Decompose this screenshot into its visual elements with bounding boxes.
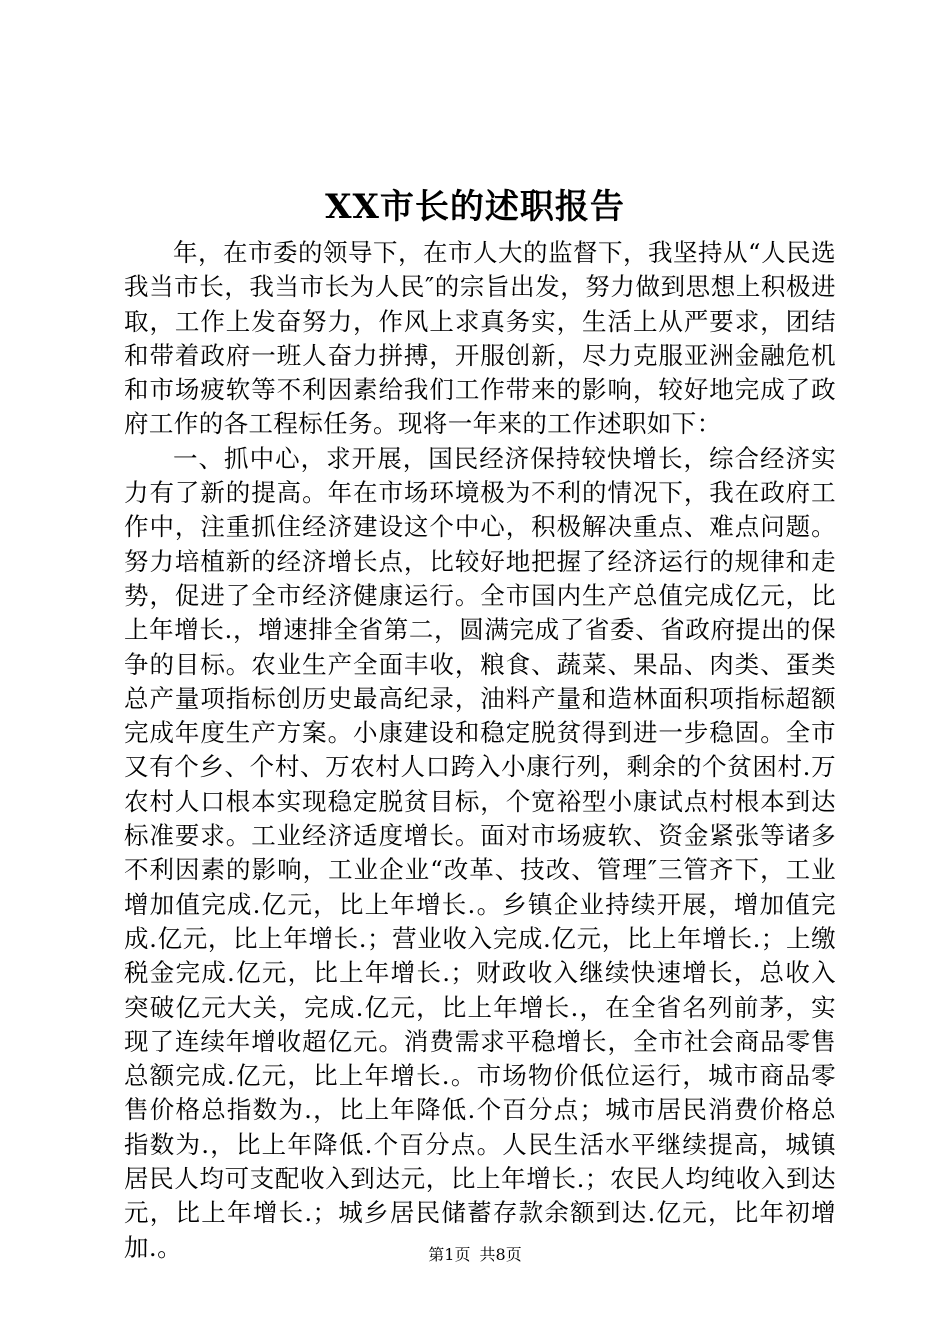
page-title: XX市长的述职报告: [325, 187, 625, 227]
page-footer: [0, 1244, 950, 1266]
paragraph-intro: 年，在市委的领导下，在市人大的监督下，我坚持从“人民选我当市长，我当市长为人民″的宗旨出发，努力做到思想上积极进取，工作上发奋努力，作风上求真务实，生活上从严要求，团结和带着政府一班人奋力拼搏，开服创新，尽力克服亚洲金融危机和市场疲软等不利因素给我们工作带来的影响，较好地完成了政府工作的各工程标任务。现将一年来的工作述职如下：: [124, 238, 836, 439]
current-page-indicator: 第1页: [428, 1245, 471, 1264]
total-pages-indicator: 共8页: [479, 1245, 522, 1264]
document-body: [124, 236, 836, 1265]
paragraph-section-1: 一、抓中心，求开展，国民经济保持较快增长，综合经济实力有了新的提高。年在市场环境极为不利的情况下，我在政府工作中，注重抓住经济建设这个中心，积极解决重点、难点问题。努力培植新的经济增长点，比较好地把握了经济运行的规律和走势，促进了全市经济健康运行。全市国内生产总值完成亿元，比上年增长.，增速排全省第二，圆满完成了省委、省政府提出的保争的目标。农业生产全面丰收，粮食、蔬菜、果品、肉类、蛋类总产量项指标创历史最高纪录，油料产量和造林面积项指标超额完成年度生产方案。小康建设和稳定脱贫得到进一步稳固。全市又有个乡、个村、万农村人口跨入小康行列，剩余的个贫困村.万农村人口根本实现稳定脱贫目标，个宽裕型小康试点村根本到达标准要求。工业经济适度增长。面对市场疲软、资金紧张等诸多不利因素的影响，工业企业“改革、技改、管理″三管齐下，工业增加值完成.亿元，比上年增长.。乡镇企业持续开展，增加值完成.亿元，比上年增长.；营业收入完成.亿元，比上年增长.；上缴税金完成.亿元，比上年增长.；财政收入继续快速增长，总收入突破亿元大关，完成.亿元，比上年增长.，在全省名列前茅，实现了连续年增收超亿元。消费需求平稳增长，全市社会商品零售总额完成.亿元，比上年增长.。市场物价低位运行，城市商品零售价格总指数为.，比上年降低.个百分点；城市居民消费价格总指数为.，比上年降低.个百分点。人民生活水平继续提高，城镇居民人均可支配收入到达元，比上年增长.；农民人均纯收入到达元，比上年增长.；城乡居民储蓄存款余额到达.亿元，比年初增加.。: [124, 443, 836, 1262]
